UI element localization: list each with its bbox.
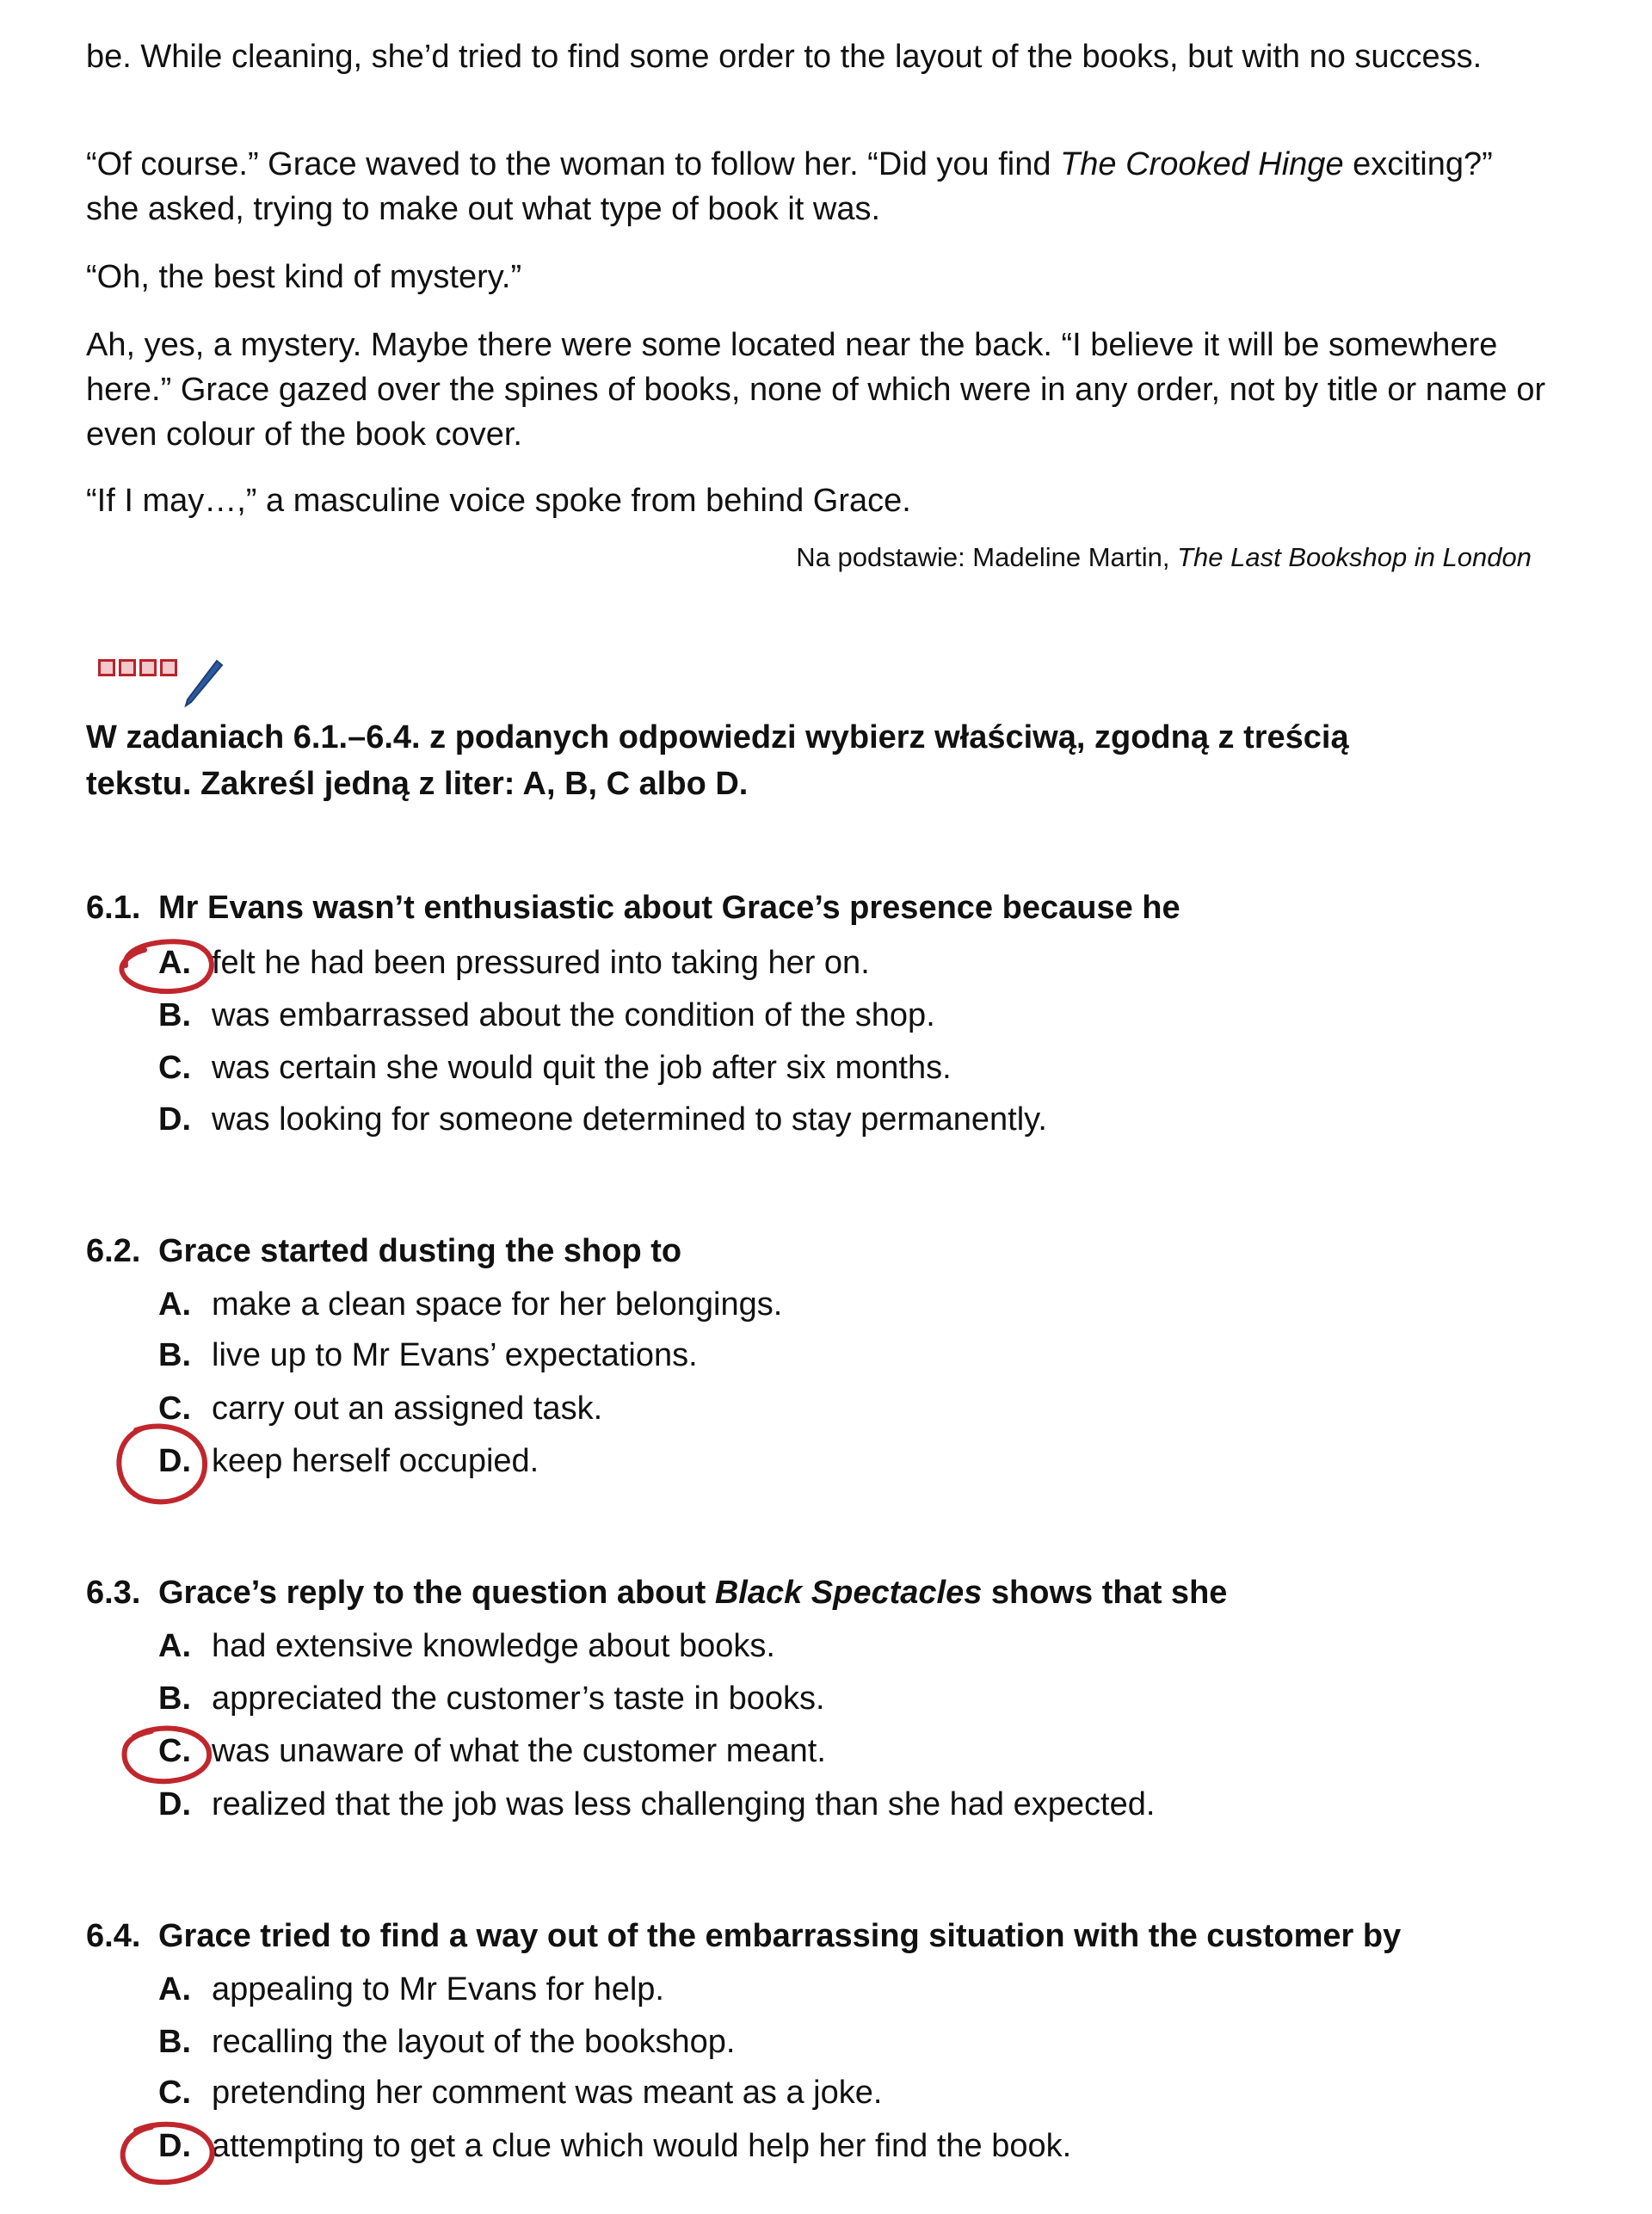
option-6-4-a[interactable]: A. appealing to Mr Evans for help.	[158, 1971, 664, 2007]
option-6-1-d[interactable]: D. was looking for someone determined to stay permanently.	[158, 1101, 1047, 1138]
pen-icon	[182, 657, 225, 709]
option-6-4-c[interactable]: C. pretending her comment was meant as a joke.	[158, 2075, 883, 2111]
option-6-1-b[interactable]: B. was embarrassed about the condition of the shop.	[158, 997, 935, 1033]
grading-boxes	[98, 659, 177, 676]
grade-box	[160, 659, 177, 676]
option-6-3-b[interactable]: B. appreciated the customer’s taste in books.	[158, 1681, 825, 1717]
option-6-1-c[interactable]: C. was certain she would quit the job after six months.	[158, 1050, 952, 1086]
question-6-1-stem: 6.1. Mr Evans wasn’t enthusiastic about Grace’s presence because he	[86, 886, 1583, 929]
grade-box	[98, 659, 115, 676]
passage-paragraph-4: Ah, yes, a mystery. Maybe there were some located near the back. “I believe it will be somewhere here.” Grace gazed over the spines of books, none of which were in any order, not by title or name or even colour of the book cover.	[86, 327, 1546, 453]
question-number: 6.2.	[86, 1233, 141, 1269]
option-6-1-a[interactable]: A. felt he had been pressured into taking her on.	[158, 945, 870, 981]
question-number: 6.3.	[86, 1575, 141, 1611]
option-6-4-b[interactable]: B. recalling the layout of the bookshop.	[158, 2024, 736, 2060]
option-6-2-b[interactable]: B. live up to Mr Evans’ expectations.	[158, 1337, 698, 1373]
book-title-crooked-hinge: The Crooked Hinge	[1060, 146, 1344, 182]
task-instruction: W zadaniach 6.1.–6.4. z podanych odpowiedzi wybierz właściwą, zgodną z treścią tekstu. Zakreśl jedną z liter: A, B, C albo D.	[86, 719, 1349, 802]
grade-box	[119, 659, 136, 676]
option-6-4-d[interactable]: D. attempting to get a clue which would help her find the book.	[158, 2128, 1072, 2164]
option-6-3-c[interactable]: C. was unaware of what the customer meant.	[158, 1733, 826, 1769]
option-6-2-d[interactable]: D. keep herself occupied.	[158, 1443, 539, 1479]
question-6-2-stem: 6.2. Grace started dusting the shop to	[86, 1230, 1583, 1273]
option-6-2-c[interactable]: C. carry out an assigned task.	[158, 1391, 603, 1427]
question-6-3-stem: 6.3. Grace’s reply to the question about Black Spectacles shows that she	[86, 1571, 1583, 1614]
option-6-3-d[interactable]: D. realized that the job was less challenging than she had expected.	[158, 1786, 1156, 1822]
question-number: 6.4.	[86, 1918, 141, 1954]
passage-paragraph-3: “Oh, the best kind of mystery.”	[86, 259, 522, 295]
source-book-title: The Last Bookshop in London	[1177, 542, 1532, 572]
source-citation: Na podstawie: Madeline Martin, The Last Bookshop in London	[796, 542, 1532, 572]
passage-paragraph-2: “Of course.” Grace waved to the woman to follow her. “Did you find The Crooked Hinge exciting?” she asked, trying to make out what type of book it was.	[86, 146, 1493, 227]
option-6-2-a[interactable]: A. make a clean space for her belongings.	[158, 1286, 783, 1323]
passage-paragraph-5: “If I may…,” a masculine voice spoke from behind Grace.	[86, 483, 911, 519]
passage-paragraph-1: be. While cleaning, she’d tried to find some order to the layout of the books, but with no success.	[86, 39, 1482, 75]
option-6-3-a[interactable]: A. had extensive knowledge about books.	[158, 1628, 775, 1664]
question-6-4-stem: 6.4. Grace tried to find a way out of the embarrassing situation with the customer by	[86, 1915, 1583, 1958]
grade-box	[139, 659, 157, 676]
book-title-black-spectacles: Black Spectacles	[714, 1575, 983, 1611]
question-number: 6.1.	[86, 890, 141, 926]
